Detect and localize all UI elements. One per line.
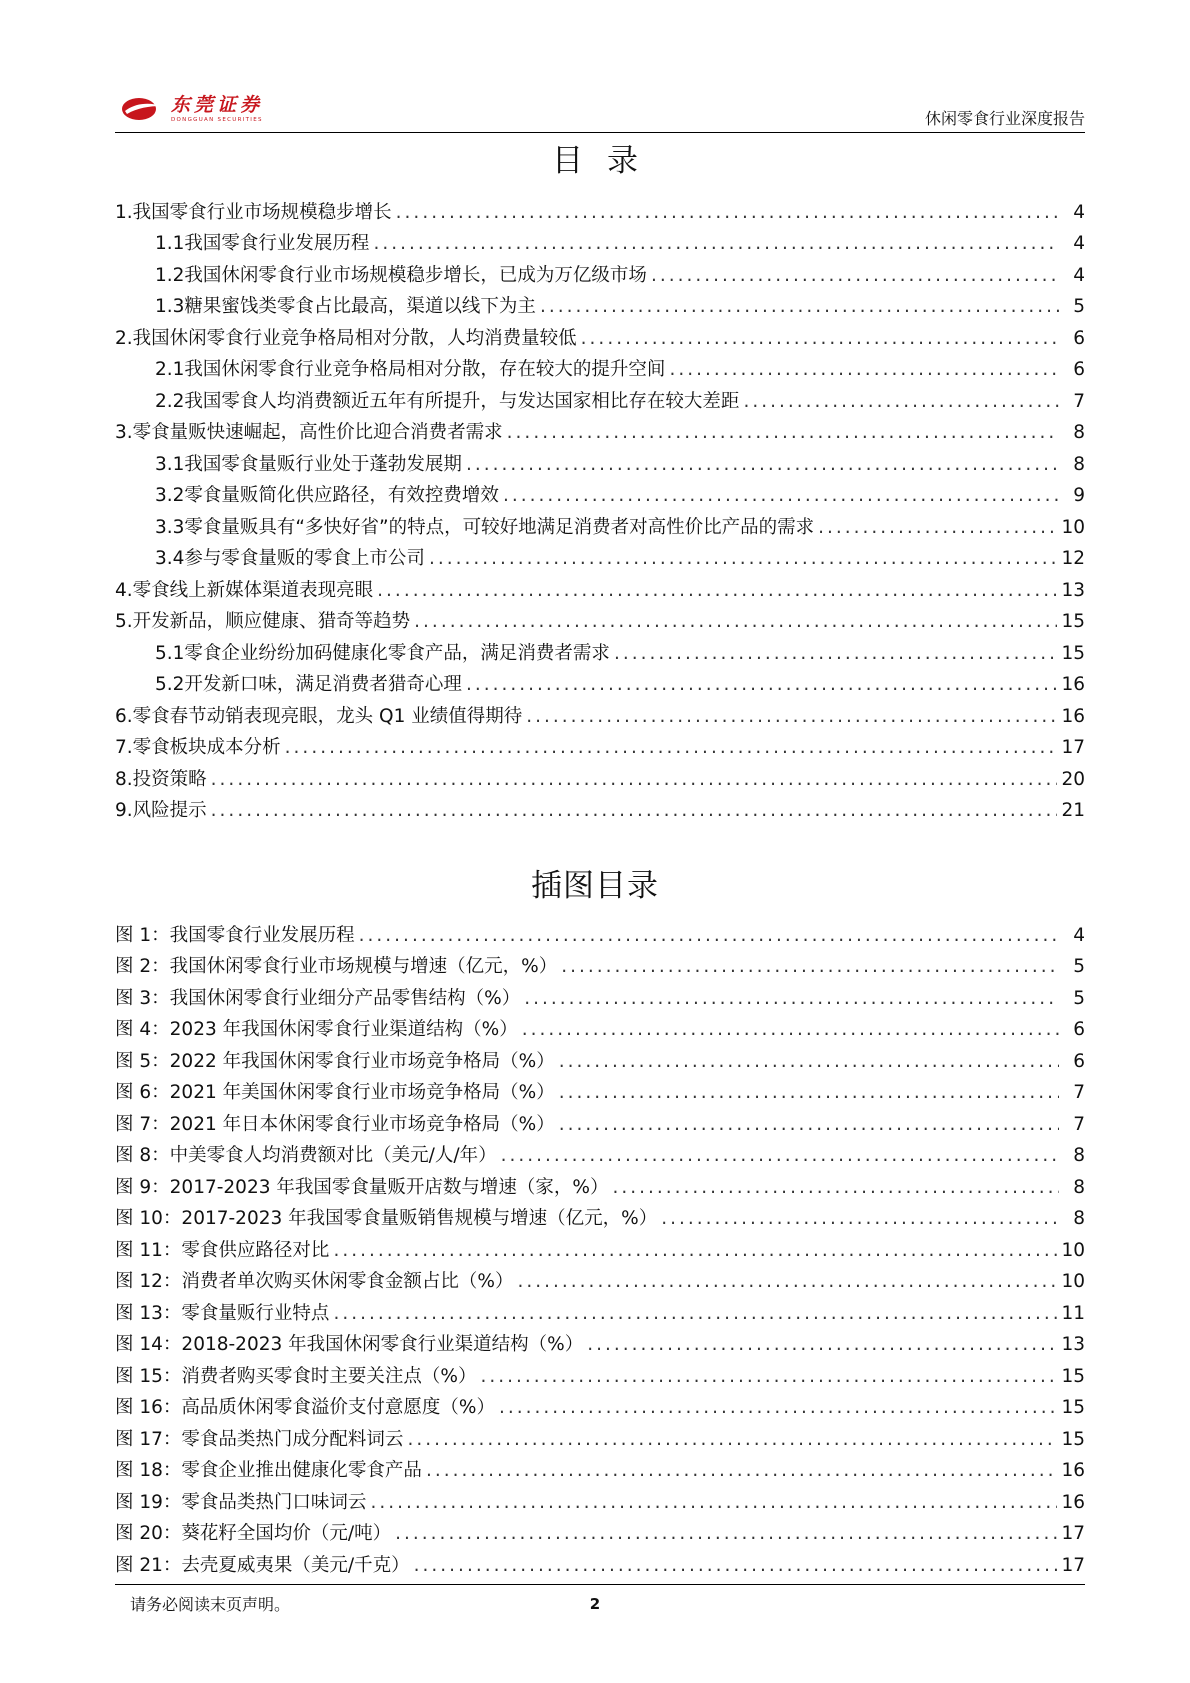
- dot-leader: [614, 642, 1058, 666]
- entry-page-number: 4: [1073, 924, 1085, 946]
- entry-label: 糖果蜜饯类零食占比最高，渠道以线下为主: [184, 296, 536, 317]
- figure-entry[interactable]: [115, 1105, 1085, 1137]
- toc-entry[interactable]: [115, 414, 1085, 446]
- entry-page-number: 15: [1061, 611, 1085, 632]
- entry-page-number: 8: [1073, 422, 1085, 443]
- toc-entry[interactable]: [115, 792, 1085, 824]
- entry-page-number: 15: [1061, 1428, 1085, 1450]
- page-header: [115, 86, 1085, 134]
- figure-list-title: 插图目录: [531, 868, 659, 904]
- report-type: 休闲零食行业深度报告: [924, 109, 1085, 128]
- dot-leader: [395, 1522, 1057, 1546]
- footer-divider: [115, 1584, 1085, 1585]
- entry-page-number: 5: [1073, 296, 1085, 317]
- dot-leader: [524, 987, 1059, 1011]
- entry-label: 零食板块成本分析: [132, 737, 281, 758]
- dot-leader: [559, 1050, 1059, 1074]
- figure-entry[interactable]: [115, 1326, 1085, 1358]
- entry-label: 我国零食行业市场规模稳步增长: [132, 201, 392, 223]
- dot-leader: [396, 201, 1059, 225]
- dot-leader: [377, 579, 1057, 603]
- page-number: 2: [589, 1595, 601, 1613]
- figure-list: [115, 916, 1085, 1578]
- dot-leader: [499, 1396, 1057, 1420]
- entry-number: 1.2: [155, 264, 185, 286]
- entry-page-number: 15: [1061, 1397, 1085, 1418]
- dot-leader: [507, 421, 1059, 445]
- figure-entry[interactable]: [115, 1546, 1085, 1578]
- entry-label: 我国休闲零食行业竞争格局相对分散，人均消费量较低: [132, 327, 577, 349]
- figure-entry[interactable]: [115, 1294, 1085, 1326]
- entry-page-number: 16: [1061, 674, 1085, 695]
- entry-label: 图 18：零食企业推出健康化零食产品: [115, 1460, 422, 1481]
- toc-entry[interactable]: [115, 445, 1085, 477]
- toc-list: [115, 193, 1085, 823]
- toc-entry[interactable]: [115, 351, 1085, 383]
- figure-entry[interactable]: [115, 1042, 1085, 1074]
- entry-number: 5.2: [155, 674, 185, 695]
- dot-leader: [743, 390, 1059, 414]
- disclaimer-note: 请务必阅读末页声明。: [130, 1595, 291, 1614]
- entry-label: 我国零食量贩行业处于蓬勃发展期: [184, 453, 462, 475]
- figure-entry[interactable]: [115, 1420, 1085, 1452]
- dot-leader: [559, 1081, 1059, 1105]
- entry-page-number: 17: [1061, 1523, 1085, 1544]
- logo-swoosh-icon: [121, 94, 163, 124]
- entry-number: 9.: [115, 800, 133, 821]
- entry-page-number: 9: [1073, 485, 1085, 506]
- entry-page-number: 16: [1061, 1491, 1085, 1513]
- entry-number: 3.: [115, 422, 133, 443]
- dot-leader: [466, 673, 1058, 697]
- entry-label: 零食企业纷纷加码健康化零食产品，满足消费者需求: [184, 642, 610, 664]
- dot-leader: [407, 1428, 1057, 1452]
- dot-leader: [561, 955, 1059, 979]
- entry-page-number: 13: [1061, 1334, 1085, 1355]
- entry-number: 3.1: [155, 453, 185, 475]
- brand-name-en: DONGGUAN SECURITIES: [171, 116, 263, 123]
- brand-text: [171, 95, 263, 124]
- toc-entry[interactable]: [115, 225, 1085, 257]
- entry-label: 我国休闲零食行业市场规模稳步增长，已成为万亿级市场: [184, 264, 647, 286]
- dot-leader: [818, 516, 1057, 540]
- entry-number: 6.: [115, 705, 133, 727]
- entry-number: 7.: [115, 737, 133, 758]
- entry-page-number: 6: [1073, 327, 1085, 349]
- entry-label: 图 3：我国休闲零食行业细分产品零售结构（%）: [115, 987, 521, 1009]
- entry-page-number: 4: [1073, 233, 1085, 254]
- entry-label: 参与零食量贩的零食上市公司: [184, 548, 425, 569]
- entry-label: 开发新品，顺应健康、猎奇等趋势: [132, 611, 411, 632]
- entry-number: 5.1: [155, 642, 185, 664]
- entry-label: 图 11：零食供应路径对比: [115, 1239, 330, 1261]
- toc-entry[interactable]: [115, 288, 1085, 320]
- entry-label: 图 4：2023 年我国休闲零食行业渠道结构（%）: [115, 1019, 518, 1040]
- toc-entry[interactable]: [115, 634, 1085, 666]
- entry-label: 零食量贩简化供应路径，有效控费增效: [184, 485, 499, 506]
- dot-leader: [540, 295, 1059, 319]
- toc-entry[interactable]: [115, 319, 1085, 351]
- entry-page-number: 15: [1061, 642, 1085, 664]
- entry-label: 风险提示: [132, 800, 207, 821]
- toc-entry[interactable]: [115, 697, 1085, 729]
- entry-label: 我国零食行业发展历程: [184, 233, 370, 254]
- figure-entry[interactable]: [115, 1452, 1085, 1484]
- dot-leader: [481, 1365, 1058, 1389]
- entry-number: 8.: [115, 768, 133, 790]
- entry-number: 4.: [115, 579, 133, 601]
- toc-entry[interactable]: [115, 193, 1085, 225]
- dot-leader: [426, 1459, 1058, 1483]
- figure-entry[interactable]: [115, 1137, 1085, 1169]
- entry-page-number: 6: [1073, 1050, 1085, 1072]
- figure-entry[interactable]: [115, 1231, 1085, 1263]
- figure-entry[interactable]: [115, 1074, 1085, 1106]
- entry-page-number: 11: [1061, 1302, 1085, 1324]
- entry-number: 2.2: [155, 390, 185, 412]
- dot-leader: [587, 1333, 1057, 1357]
- entry-page-number: 8: [1073, 1176, 1085, 1198]
- entry-label: 开发新口味，满足消费者猎奇心理: [184, 674, 462, 695]
- figure-entry[interactable]: [115, 916, 1085, 948]
- brand-name-cn: 东莞证券: [171, 93, 264, 116]
- toc-entry[interactable]: [115, 666, 1085, 698]
- figure-entry[interactable]: [115, 1357, 1085, 1389]
- entry-page-number: 20: [1061, 768, 1085, 790]
- figure-entry[interactable]: [115, 1515, 1085, 1547]
- dot-leader: [661, 1207, 1059, 1231]
- figure-entry[interactable]: [115, 948, 1085, 980]
- entry-label: 图 9：2017-2023 年我国零食量贩开店数与增速（家，%）: [115, 1176, 609, 1198]
- entry-page-number: 4: [1073, 264, 1085, 286]
- header-divider: [115, 132, 1085, 133]
- dot-leader: [526, 705, 1057, 729]
- dot-leader: [211, 768, 1058, 792]
- entry-number: 5.: [115, 611, 133, 632]
- entry-number: 1.1: [155, 233, 185, 254]
- entry-page-number: 16: [1061, 1460, 1085, 1481]
- entry-label: 图 14：2018-2023 年我国休闲零食行业渠道结构（%）: [115, 1334, 584, 1355]
- entry-page-number: 5: [1073, 987, 1085, 1009]
- dot-leader: [285, 736, 1058, 760]
- entry-label: 图 2：我国休闲零食行业市场规模与增速（亿元，%）: [115, 956, 558, 977]
- entry-label: 图 6：2021 年美国休闲零食行业市场竞争格局（%）: [115, 1082, 555, 1103]
- entry-page-number: 10: [1061, 516, 1085, 538]
- dot-leader: [651, 264, 1059, 288]
- entry-page-number: 15: [1061, 1365, 1085, 1387]
- dot-leader: [466, 453, 1059, 477]
- figure-entry[interactable]: [115, 979, 1085, 1011]
- entry-label: 图 10：2017-2023 年我国零食量贩销售规模与增速（亿元，%）: [115, 1208, 658, 1229]
- entry-page-number: 8: [1073, 453, 1085, 475]
- figure-entry[interactable]: [115, 1200, 1085, 1232]
- entry-label: 图 8：中美零食人均消费额对比（美元/人/年）: [115, 1145, 497, 1166]
- entry-label: 投资策略: [132, 768, 207, 790]
- figure-entry[interactable]: [115, 1263, 1085, 1295]
- entry-label: 零食春节动销表现亮眼，龙头 Q1 业绩值得期待: [132, 705, 523, 727]
- entry-label: 我国休闲零食行业竞争格局相对分散，存在较大的提升空间: [184, 359, 666, 380]
- figure-entry[interactable]: [115, 1168, 1085, 1200]
- entry-page-number: 7: [1073, 1113, 1085, 1135]
- entry-label: 图 17：零食品类热门成分配料词云: [115, 1428, 404, 1450]
- entry-label: 图 21：去壳夏威夷果（美元/千克）: [115, 1554, 410, 1576]
- entry-page-number: 17: [1061, 1554, 1085, 1576]
- entry-page-number: 4: [1073, 201, 1085, 223]
- dot-leader: [501, 1144, 1059, 1168]
- dot-leader: [370, 1491, 1057, 1515]
- dot-leader: [414, 1554, 1058, 1578]
- dot-leader: [373, 232, 1059, 256]
- entry-page-number: 10: [1061, 1239, 1085, 1261]
- entry-page-number: 6: [1073, 359, 1085, 380]
- figure-entry[interactable]: [115, 1483, 1085, 1515]
- toc-entry[interactable]: [115, 256, 1085, 288]
- toc-entry[interactable]: [115, 729, 1085, 761]
- dot-leader: [581, 327, 1059, 351]
- toc-entry[interactable]: [115, 571, 1085, 603]
- entry-page-number: 8: [1073, 1145, 1085, 1166]
- entry-label: 零食量贩快速崛起，高性价比迎合消费者需求: [132, 422, 503, 443]
- entry-number: 3.2: [155, 485, 185, 506]
- entry-number: 3.3: [155, 516, 185, 538]
- toc-entry[interactable]: [115, 508, 1085, 540]
- dot-leader: [518, 1270, 1058, 1294]
- entry-label: 零食线上新媒体渠道表现亮眼: [132, 579, 374, 601]
- figure-entry[interactable]: [115, 1011, 1085, 1043]
- entry-label: 我国零食人均消费额近五年有所提升，与发达国家相比存在较大差距: [184, 390, 740, 412]
- entry-label: 图 12：消费者单次购买休闲零食金额占比（%）: [115, 1271, 514, 1292]
- dot-leader: [559, 1113, 1059, 1137]
- entry-label: 图 16：高品质休闲零食溢价支付意愿度（%）: [115, 1397, 496, 1418]
- entry-label: 图 5：2022 年我国休闲零食行业市场竞争格局（%）: [115, 1050, 555, 1072]
- toc-entry[interactable]: [115, 382, 1085, 414]
- toc-entry[interactable]: [115, 477, 1085, 509]
- entry-page-number: 21: [1061, 800, 1085, 821]
- entry-label: 图 15：消费者购买零食时主要关注点（%）: [115, 1365, 477, 1387]
- dot-leader: [669, 358, 1059, 382]
- dot-leader: [522, 1018, 1059, 1042]
- entry-label: 图 13：零食量贩行业特点: [115, 1302, 330, 1324]
- entry-page-number: 6: [1073, 1019, 1085, 1040]
- entry-page-number: 17: [1061, 737, 1085, 758]
- entry-page-number: 12: [1061, 548, 1085, 569]
- entry-page-number: 7: [1073, 390, 1085, 412]
- dot-leader: [414, 610, 1057, 634]
- entry-page-number: 10: [1061, 1271, 1085, 1292]
- dot-leader: [333, 1239, 1057, 1263]
- entry-label: 图 7：2021 年日本休闲零食行业市场竞争格局（%）: [115, 1113, 555, 1135]
- company-logo: [121, 92, 263, 126]
- entry-page-number: 5: [1073, 956, 1085, 977]
- entry-number: 2.: [115, 327, 133, 349]
- toc-entry[interactable]: [115, 540, 1085, 572]
- dot-leader: [333, 1302, 1057, 1326]
- entry-page-number: 7: [1073, 1082, 1085, 1103]
- entry-page-number: 8: [1073, 1208, 1085, 1229]
- entry-label: 零食量贩具有“多快好省”的特点，可较好地满足消费者对高性价比产品的需求: [184, 516, 815, 538]
- entry-number: 3.4: [155, 548, 185, 569]
- toc-entry[interactable]: [115, 603, 1085, 635]
- entry-number: 1.3: [155, 296, 185, 317]
- dot-leader: [429, 547, 1058, 571]
- figure-entry[interactable]: [115, 1389, 1085, 1421]
- entry-number: 1.: [115, 201, 133, 223]
- entry-label: 图 20：葵花籽全国均价（元/吨）: [115, 1523, 392, 1544]
- toc-entry[interactable]: [115, 760, 1085, 792]
- entry-number: 2.1: [155, 359, 185, 380]
- entry-page-number: 16: [1061, 705, 1085, 727]
- dot-leader: [211, 799, 1058, 823]
- dot-leader: [359, 924, 1059, 948]
- entry-label: 图 1：我国零食行业发展历程: [115, 924, 355, 946]
- dot-leader: [503, 484, 1059, 508]
- dot-leader: [612, 1176, 1059, 1200]
- toc-title: 目录: [552, 143, 662, 179]
- entry-page-number: 13: [1061, 579, 1085, 601]
- entry-label: 图 19：零食品类热门口味词云: [115, 1491, 367, 1513]
